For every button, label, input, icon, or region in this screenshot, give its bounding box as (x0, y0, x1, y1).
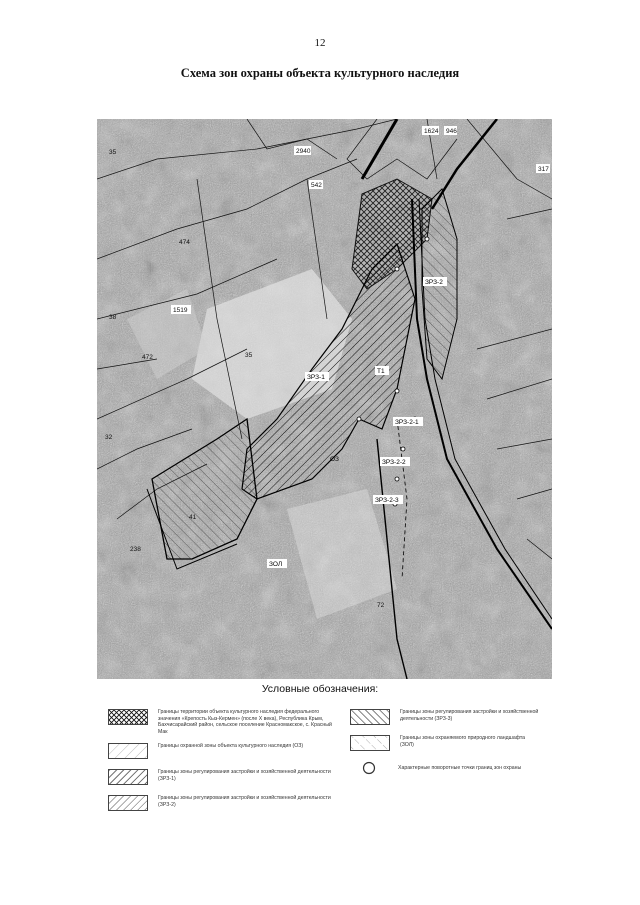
parcel-number: 32 (105, 434, 113, 441)
legend-swatch-zol (350, 735, 390, 751)
parcel-number: 542 (311, 182, 322, 189)
legend-swatch-oz (108, 743, 148, 759)
zone-label-zrz21: ЗРЗ-2-1 (395, 419, 419, 426)
legend-swatch-zrz1 (108, 769, 148, 785)
legend-text: Границы зоны охраняемого природного ландшафта (ЗОЛ) (400, 735, 526, 748)
zone-label-zrz3: ЗРЗ-2 (425, 279, 443, 286)
zone-label-zrz23: ЗРЗ-2-3 (375, 497, 399, 504)
parcel-number: 472 (142, 354, 153, 361)
parcel-number: 35 (245, 352, 253, 359)
legend-text: Границы зоны регулирования застройки и хозяйственной деятельности (ЗРЗ-2) (158, 795, 331, 808)
parcel-number: 474 (179, 239, 190, 246)
zone-label-oz: ОЗ (330, 456, 339, 463)
parcel-number: 38 (109, 314, 117, 321)
legend-item-zrz1 (108, 769, 333, 785)
legend-heading: Условные обозначения: (261, 683, 379, 695)
legend-swatch-zrz3 (350, 709, 390, 725)
legend-text: Характерные поворотные точки границ зон охраны (398, 765, 522, 771)
parcel-number: 35 (109, 149, 117, 156)
parcel-number: 946 (446, 128, 457, 135)
zone-label-zrz1: ЗРЗ-1 (307, 374, 325, 381)
legend-text: Границы зоны регулирования застройки и хозяйственной деятельности (ЗРЗ-1) (158, 769, 331, 782)
zone-label-t1: Т1 (377, 368, 385, 375)
parcel-number: 317 (538, 166, 549, 173)
zone-label-zrz22: ЗРЗ-2-2 (382, 459, 406, 466)
zone-label-zoz: ЗОЛ (269, 561, 283, 568)
legend-item-zol (350, 735, 540, 751)
legend-swatch-territory (108, 709, 148, 725)
legend-text: Границы зоны регулирования застройки и хозяйственной деятельности (ЗРЗ-3) (400, 709, 539, 722)
legend-item-zrz3 (350, 709, 540, 725)
legend-text: Границы охранной зоны объекта культурного наследия (ОЗ) (158, 743, 304, 749)
legend-text: Границы территории объекта культурного наследия федерального значения «Крепость Кыз-Кермен» (после X века), Республика Крым, Бахчисарайский район, сельское поселение Красномакское, с. Красный Мак (158, 709, 332, 735)
parcel-number: 238 (130, 546, 141, 553)
legend-item-points (350, 761, 558, 775)
legend-item-territory (108, 709, 333, 735)
legend-item-oz (108, 743, 333, 759)
turning-point-icon (350, 761, 388, 775)
parcel-number: 41 (189, 514, 197, 521)
parcel-number: 1519 (173, 307, 188, 314)
page-number: 12 (314, 37, 326, 49)
cadastral-map[interactable] (97, 119, 552, 679)
parcel-number: 2940 (296, 148, 311, 155)
parcel-number: 1624 (424, 128, 439, 135)
legend-item-zrz2 (108, 795, 333, 811)
parcel-number: 72 (377, 602, 385, 609)
legend-swatch-zrz2 (108, 795, 148, 811)
page-title: Схема зон охраны объекта культурного наследия (180, 66, 460, 80)
